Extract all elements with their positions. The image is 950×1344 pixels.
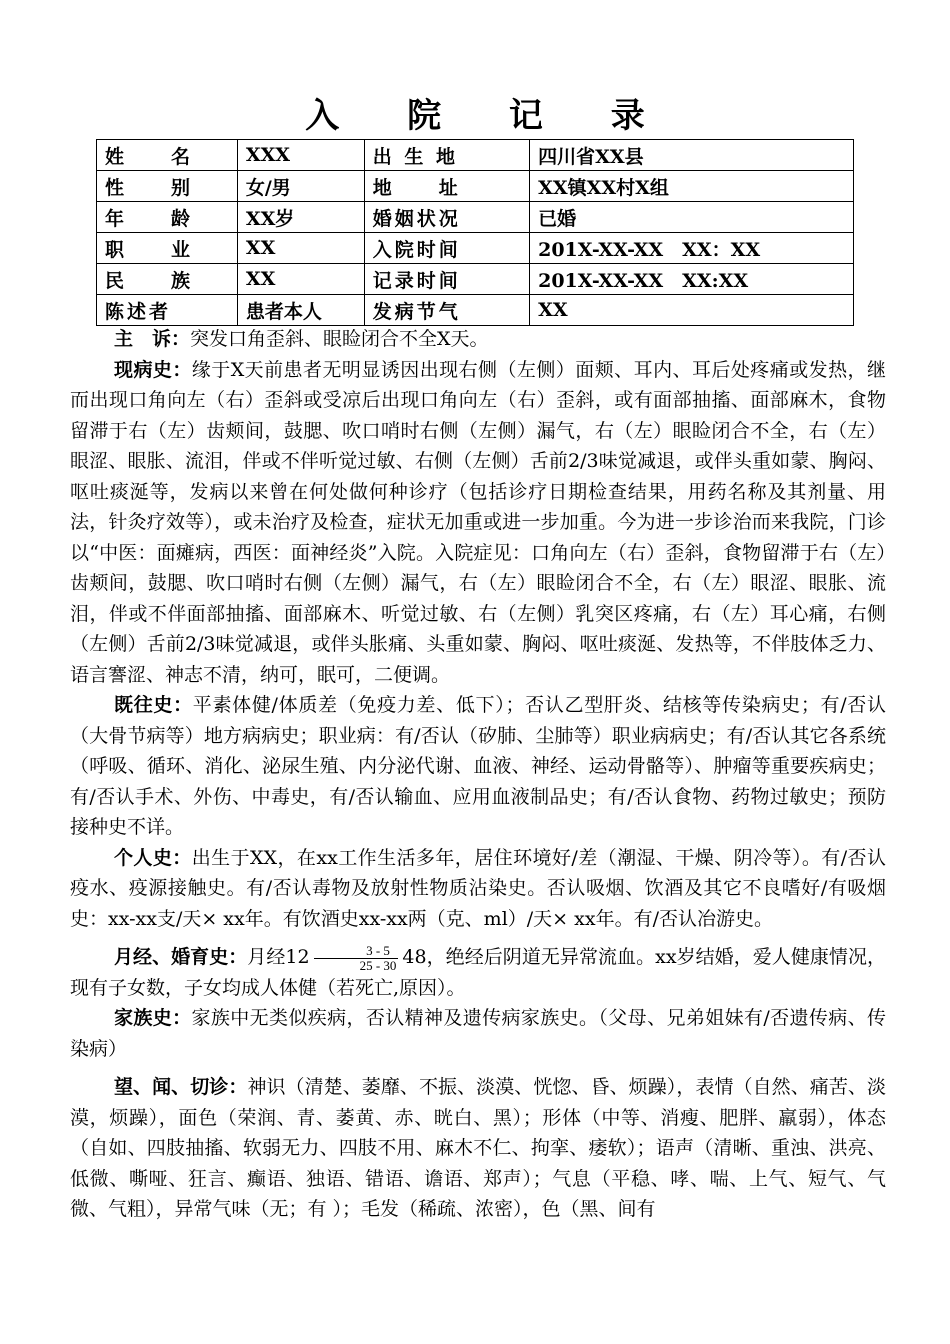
info-value: XX岁 xyxy=(237,202,364,233)
family-history-paragraph xyxy=(70,1003,886,1064)
family-history-label: 家族史： xyxy=(114,1007,192,1029)
info-value: 女/男 xyxy=(237,171,364,202)
info-label: 发病节气 xyxy=(364,295,529,326)
fraction-denominator: 25 - 30 xyxy=(359,957,397,973)
chief-complaint-label: 主 诉： xyxy=(114,328,191,350)
page-title: 入 院 记 录 xyxy=(305,96,673,136)
present-illness-paragraph xyxy=(70,355,886,691)
chief-complaint-paragraph xyxy=(70,324,886,355)
present-illness-text: 缘于X天前患者无明显诱因出现右侧（左侧）面颊、耳内、耳后处疼痛或发热，继而出现口角向左（右）歪斜或受凉后出现口角向左（右）歪斜，或有面部抽搐、面部麻木，食物留滞于右（左）齿颊间，鼓腮、吹口哨时右侧（左侧）漏气，右（左）眼睑闭合不全，右（左）眼涩、眼胀、流泪，伴或不伴听觉过敏、右侧（左侧）舌前2/3味觉减退，或伴头重如蒙、胸闷、呕吐痰涎等，发病以来曾在何处做何种诊疗（包括诊疗日期检查结果，用药名称及其剂量、用法，针灸疗效等），或未治疗及检查，症状无加重或进一步加重。今为进一步诊治而来我院，门诊以“中医：面瘫病，西医：面神经炎”入院。入院症见：口角向左（右）歪斜，食物留滞于右（左）齿颊间，鼓腮、吹口哨时右侧（左侧）漏气，右（左）眼睑闭合不全，右（左）眼涩、眼胀、流泪，伴或不伴面部抽搐、面部麻木、听觉过敏、右（左侧）乳突区疼痛，右（左）耳心痛，右侧（左侧）舌前2/3味觉减退，或伴头胀痛、头重如蒙、胸闷、呕吐痰涎、发热等，不伴肢体乏力、语言謇涩、神志不清，纳可，眠可，二便调。 xyxy=(70,358,886,686)
personal-history-text: 出生于XX，在xx工作生活多年，居住环境好/差（潮湿、干燥、阴冷等）。有/否认疫水、疫源接触史。有/否认毒物及放射性物质沾染史。否认吸烟、饮酒及其它不良嗜好/有吸烟史：xx-xx支/天× xx年。有饮酒史xx-xx两（克、ml）/天× xx年。有/否认冶游史。 xyxy=(70,846,886,930)
info-label: 职 业 xyxy=(97,233,238,264)
menstrual-cycle-fraction xyxy=(314,944,399,973)
menstrual-history-label: 月经、婚育史： xyxy=(114,946,248,968)
info-label: 入院时间 xyxy=(364,233,529,264)
fraction-numerator: 3 - 5 xyxy=(314,944,399,959)
info-row xyxy=(97,202,854,233)
info-value: XX xyxy=(237,233,364,264)
inspection-paragraph xyxy=(70,1072,886,1225)
info-value: 已婚 xyxy=(530,202,854,233)
info-value: XXX xyxy=(237,140,364,171)
personal-history-paragraph xyxy=(70,843,886,935)
info-label: 地 址 xyxy=(364,171,529,202)
info-row xyxy=(97,295,854,326)
menstrual-history-paragraph xyxy=(70,942,886,1003)
info-label: 陈述者 xyxy=(97,295,238,326)
info-row xyxy=(97,171,854,202)
info-row xyxy=(97,264,854,295)
menstrual-post-text: 48，绝经后阴道无异常流血。xx岁结婚，爱人健康情况，现有子女数，子女均成人体健（若死亡,原因）。 xyxy=(70,946,886,999)
info-value: XX xyxy=(530,295,854,326)
info-value: 四川省XX县 xyxy=(530,140,854,171)
present-illness-label: 现病史： xyxy=(114,358,192,381)
info-label: 婚姻状况 xyxy=(364,202,529,233)
family-history-text: 家族中无类似疾病，否认精神及遗传病家族史。（父母、兄弟姐妹有/否遗传病、传染病） xyxy=(70,1007,886,1060)
record-body xyxy=(70,324,886,1225)
info-row xyxy=(97,140,854,171)
info-label: 民 族 xyxy=(97,264,238,295)
chief-complaint-text: 突发口角歪斜、眼睑闭合不全X天。 xyxy=(190,328,489,350)
inspection-label: 望、闻、切诊： xyxy=(114,1076,248,1098)
past-history-paragraph xyxy=(70,690,886,843)
info-value: XX xyxy=(237,264,364,295)
info-label: 出 生 地 xyxy=(364,140,529,171)
inspection-text: 神识（清楚、萎靡、不振、淡漠、恍惚、昏、烦躁），表情（自然、痛苦、淡漠，烦躁），面色（荣润、青、萎黄、赤、晄白、黑）；形体（中等、消瘦、肥胖、羸弱），体态（自如、四肢抽搐、软弱无力、四肢不用、麻木不仁、拘挛、痿软）；语声（清晰、重浊、洪亮、低微、嘶哑、狂言、癫语、独语、错语、谵语、郑声）；气息（平稳、哮、喘、上气、短气、气微、气粗），异常气味（无；有 ）；毛发（稀疏、浓密），色（黑、间有 xyxy=(70,1076,886,1220)
personal-history-label: 个人史： xyxy=(114,846,192,869)
past-history-label: 既往史： xyxy=(114,694,193,716)
info-row xyxy=(97,233,854,264)
info-label: 记录时间 xyxy=(364,264,529,295)
menstrual-pre-text: 月经12 xyxy=(247,946,310,968)
info-value: 患者本人 xyxy=(237,295,364,326)
info-label: 性 别 xyxy=(97,171,238,202)
patient-info-table xyxy=(96,139,854,326)
info-label: 年 龄 xyxy=(97,202,238,233)
info-value: XX镇XX村X组 xyxy=(530,171,854,202)
info-label: 姓 名 xyxy=(97,140,238,171)
info-value: 201X-XX-XX XX:XX xyxy=(530,264,854,295)
past-history-text: 平素体健/体质差（免疫力差、低下）；否认乙型肝炎、结核等传染病史；有/否认（大骨节病等）地方病病史；职业病：有/否认（矽肺、尘肺等）职业病病史；有/否认其它各系统（呼吸、循环、消化、泌尿生殖、内分泌代谢、血液、神经、运动骨骼等）、肿瘤等重要疾病史；有/否认手术、外伤、中毒史，有/否认输血、应用血液制品史；有/否认食物、药物过敏史；预防接种史不详。 xyxy=(70,694,886,838)
info-value: 201X-XX-XX XX：XX xyxy=(530,233,854,264)
